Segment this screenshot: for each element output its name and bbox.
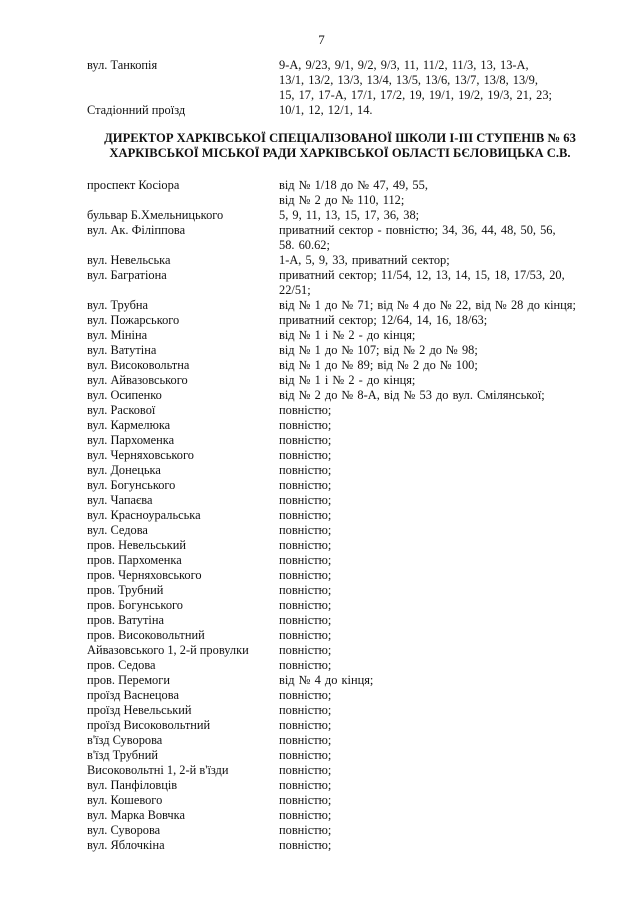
house-range: приватний сектор; 11/54, 12, 13, 14, 15, 18, 17/53, 20, 22/51;	[279, 268, 565, 297]
house-range: повністю;	[279, 808, 332, 822]
house-range: повністю;	[279, 538, 332, 552]
street-row	[87, 763, 617, 778]
street-name: вул. Невельська	[87, 253, 171, 267]
street-row	[87, 388, 617, 403]
street-name: вул. Пархоменка	[87, 433, 175, 447]
house-range: повністю;	[279, 463, 332, 477]
street-row	[87, 418, 617, 433]
house-range: від № 4 до кінця;	[279, 673, 374, 687]
street-name: вул. Пожарського	[87, 313, 180, 327]
house-range: від № 1 до № 107; від № 2 до № 98;	[279, 343, 478, 357]
street-row	[87, 553, 617, 568]
street-name: вул. Трубна	[87, 298, 149, 312]
street-row	[87, 328, 617, 343]
street-name: вул. Чапаєва	[87, 493, 153, 507]
street-name: пров. Трубний	[87, 583, 164, 597]
street-list-top	[87, 58, 617, 118]
house-range: приватний сектор; 12/64, 14, 16, 18/63;	[279, 313, 488, 327]
street-row	[87, 643, 617, 658]
street-name: вул. Айвазовського	[87, 373, 188, 387]
street-row	[87, 718, 617, 733]
street-row	[87, 598, 617, 613]
street-row	[87, 583, 617, 598]
house-range: від № 1 до № 89; від № 2 до № 100;	[279, 358, 478, 372]
street-row	[87, 748, 617, 763]
street-name: вул. Багратіона	[87, 268, 167, 282]
street-name: вул. Красноуральська	[87, 508, 201, 522]
street-row	[87, 463, 617, 478]
street-name: бульвар Б.Хмельницького	[87, 208, 224, 222]
house-range: повністю;	[279, 613, 332, 627]
house-range: повністю;	[279, 778, 332, 792]
street-row	[87, 838, 617, 853]
street-row	[87, 703, 617, 718]
street-row	[87, 688, 617, 703]
street-name: вул. Раскової	[87, 403, 156, 417]
house-range: повністю;	[279, 793, 332, 807]
street-name: в'їзд Трубний	[87, 748, 158, 762]
street-name: вул. Богунського	[87, 478, 176, 492]
street-name: вул. Панфіловців	[87, 778, 178, 792]
house-range: повністю;	[279, 748, 332, 762]
house-range: повністю;	[279, 433, 332, 447]
street-row	[87, 793, 617, 808]
street-row	[87, 253, 617, 268]
street-name: вул. Донецька	[87, 463, 161, 477]
street-row	[87, 508, 617, 523]
street-name: Айвазовського 1, 2-й провулки	[87, 643, 249, 657]
street-name: вул. Мініна	[87, 328, 148, 342]
street-name: Стадіонний проїзд	[87, 103, 186, 117]
house-range: від № 1 до № 71; від № 4 до № 22, від № 28 до кінця;	[279, 298, 576, 312]
street-row	[87, 808, 617, 823]
street-row	[87, 493, 617, 508]
house-range: повністю;	[279, 838, 332, 852]
street-name: вул. Ак. Філіппова	[87, 223, 186, 237]
heading-line: ДИРЕКТОР ХАРКІВСЬКОЇ СПЕЦІАЛІЗОВАНОЇ ШКОЛИ I-III СТУПЕНІВ № 63	[104, 131, 576, 145]
street-row	[87, 178, 617, 208]
street-name: вул. Марка Вовчка	[87, 808, 185, 822]
street-row	[87, 58, 617, 103]
street-row	[87, 358, 617, 373]
street-name: пров. Богунського	[87, 598, 183, 612]
street-name: вул. Яблочкіна	[87, 838, 165, 852]
street-name: проїзд Високовольтний	[87, 718, 211, 732]
heading-line: ХАРКІВСЬКОЇ МІСЬКОЇ РАДИ ХАРКІВСЬКОЇ ОБЛАСТІ БЄЛОВИЦЬКА С.В.	[109, 146, 571, 160]
house-range: повністю;	[279, 628, 332, 642]
street-row	[87, 823, 617, 838]
street-name: проспект Косіора	[87, 178, 180, 192]
street-row	[87, 673, 617, 688]
house-range: від № 1 і № 2 - до кінця;	[279, 373, 416, 387]
house-range: повністю;	[279, 733, 332, 747]
street-row	[87, 478, 617, 493]
house-range: від № 2 до № 8-А, від № 53 до вул. Смілянської;	[279, 388, 545, 402]
street-name: вул. Кармелюка	[87, 418, 171, 432]
house-range: повністю;	[279, 493, 332, 507]
street-row	[87, 733, 617, 748]
street-row	[87, 523, 617, 538]
house-range: приватний сектор - повністю; 34, 36, 44, 48, 50, 56, 58. 60.62;	[279, 223, 556, 252]
house-range: повністю;	[279, 523, 332, 537]
street-name: в'їзд Суворова	[87, 733, 163, 747]
street-list	[87, 178, 617, 853]
street-row	[87, 568, 617, 583]
house-range: повністю;	[279, 448, 332, 462]
street-name: вул. Осипенко	[87, 388, 162, 402]
house-range: повністю;	[279, 658, 332, 672]
house-range: 10/1, 12, 12/1, 14.	[279, 103, 373, 117]
street-name: Високовольтні 1, 2-й в'їзди	[87, 763, 229, 777]
house-range: повністю;	[279, 703, 332, 717]
street-name: вул. Кошевого	[87, 793, 163, 807]
street-row	[87, 103, 617, 118]
street-name: вул. Суворова	[87, 823, 161, 837]
street-row	[87, 298, 617, 313]
street-row	[87, 778, 617, 793]
house-range: повністю;	[279, 418, 332, 432]
section-heading	[60, 131, 620, 161]
house-range: повністю;	[279, 643, 332, 657]
house-range: повністю;	[279, 718, 332, 732]
street-name: пров. Седова	[87, 658, 156, 672]
street-row	[87, 313, 617, 328]
house-range: 9-А, 9/23, 9/1, 9/2, 9/3, 11, 11/2, 11/3, 13, 13-А, 13/1, 13/2, 13/3, 13/4, 13/5, 13/6, 13/7, 13/8, 13/9, 15, 17, 17-А, 17/1, 17/2, 19, 19/1, 19/2, 19/3, 21, 23;	[279, 58, 552, 102]
street-row	[87, 628, 617, 643]
house-range: повністю;	[279, 823, 332, 837]
street-row	[87, 433, 617, 448]
street-name: вул. Ватутіна	[87, 343, 157, 357]
house-range: від № 1 і № 2 - до кінця;	[279, 328, 416, 342]
street-name: проїзд Невельський	[87, 703, 192, 717]
street-name: вул. Високовольтна	[87, 358, 190, 372]
house-range: повністю;	[279, 763, 332, 777]
street-row	[87, 448, 617, 463]
street-name: пров. Перемоги	[87, 673, 170, 687]
street-row	[87, 343, 617, 358]
street-row	[87, 373, 617, 388]
street-name: вул. Танкопія	[87, 58, 158, 72]
street-row	[87, 538, 617, 553]
street-name: проїзд Васнецова	[87, 688, 179, 702]
house-range: 1-А, 5, 9, 33, приватний сектор;	[279, 253, 450, 267]
house-range: повністю;	[279, 568, 332, 582]
house-range: 5, 9, 11, 13, 15, 17, 36, 38;	[279, 208, 420, 222]
street-name: пров. Черняховського	[87, 568, 202, 582]
house-range: повністю;	[279, 553, 332, 567]
house-range: повністю;	[279, 598, 332, 612]
house-range: повністю;	[279, 508, 332, 522]
street-name: вул. Седова	[87, 523, 148, 537]
house-range: повністю;	[279, 403, 332, 417]
street-row	[87, 268, 617, 298]
page-number: 7	[318, 32, 325, 47]
house-range: повністю;	[279, 688, 332, 702]
street-row	[87, 613, 617, 628]
street-name: пров. Ватутіна	[87, 613, 164, 627]
house-range: повністю;	[279, 583, 332, 597]
street-name: пров. Невельський	[87, 538, 187, 552]
street-row	[87, 223, 617, 253]
house-range: повністю;	[279, 478, 332, 492]
street-name: пров. Пархоменка	[87, 553, 182, 567]
street-row	[87, 208, 617, 223]
street-row	[87, 658, 617, 673]
house-range: від № 1/18 до № 47, 49, 55, від № 2 до № 110, 112;	[279, 178, 428, 207]
street-name: вул. Черняховського	[87, 448, 194, 462]
street-row	[87, 403, 617, 418]
street-name: пров. Високовольтний	[87, 628, 205, 642]
